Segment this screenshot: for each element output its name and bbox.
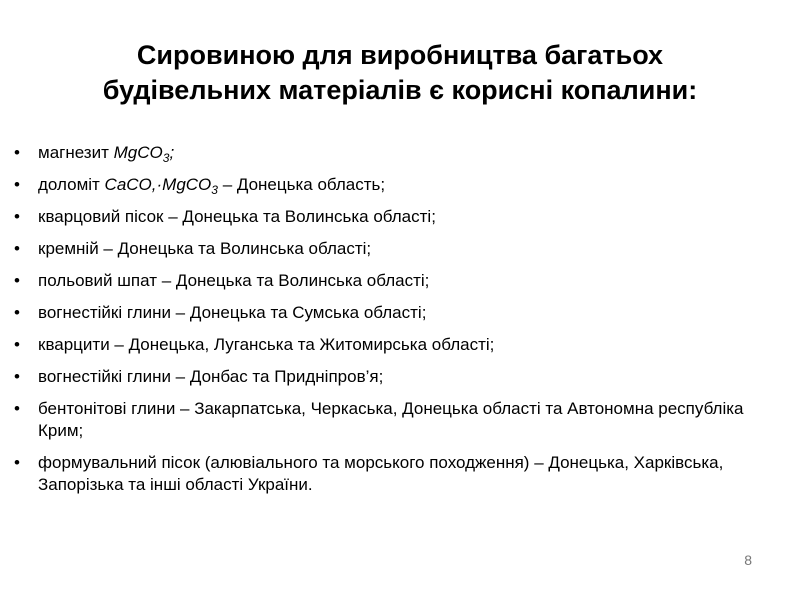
- bullet-text-segment: доломіт: [38, 175, 105, 194]
- bullet-text-segment: – Донецька область;: [217, 175, 386, 194]
- bullet-text-segment: MgCO: [113, 143, 163, 162]
- list-item: [14, 238, 754, 260]
- bullet-text-segment: вогнестійкі глини – Донецька та Сумська області;: [38, 303, 427, 322]
- bullet-text-segment: бентонітові глини – Закарпатська, Черкаська, Донецька області та Автономна республіка Крим;: [38, 399, 744, 440]
- bullet-dot-icon: •: [14, 367, 20, 386]
- bullet-text-segment: 3: [211, 183, 218, 197]
- bullet-dot-icon: •: [14, 239, 20, 258]
- title-line-1: Сировиною для виробництва багатьох: [136, 40, 664, 70]
- list-item: [14, 334, 754, 356]
- list-item: [14, 398, 754, 442]
- slide-title: [40, 38, 760, 108]
- bullet-dot-icon: •: [14, 399, 20, 418]
- bullet-dot-icon: •: [14, 453, 20, 472]
- bullet-text-segment: кремній – Донецька та Волинська області;: [38, 239, 372, 258]
- bullet-text-segment: кварцовий пісок – Донецька та Волинська області;: [38, 207, 436, 226]
- list-item: [14, 174, 754, 196]
- list-item: [14, 452, 754, 496]
- bullet-dot-icon: •: [14, 207, 20, 226]
- bullet-text-segment: кварцити – Донецька, Луганська та Житомирська області;: [38, 335, 495, 354]
- list-item: [14, 366, 754, 388]
- bullet-text-segment: 3: [162, 151, 170, 165]
- bullet-text-segment: магнезит: [38, 143, 114, 162]
- bullet-dot-icon: •: [14, 143, 20, 162]
- bullet-text-segment: ;: [169, 143, 175, 162]
- page-number: 8: [744, 552, 752, 568]
- title-line-2: будівельних матеріалів є корисні копалини:: [102, 75, 698, 105]
- bullet-list: [14, 142, 754, 506]
- list-item: [14, 206, 754, 228]
- bullet-text-segment: польовий шпат – Донецька та Волинська області;: [38, 271, 430, 290]
- bullet-dot-icon: •: [14, 175, 20, 194]
- bullet-text-segment: вогнестійкі глини – Донбас та Придніпров’я;: [38, 367, 384, 386]
- bullet-text-segment: CaCO,·MgCO: [104, 175, 212, 194]
- bullet-text-segment: формувальний пісок (алювіального та морського походження) – Донецька, Харківська, Запорізька та інші області України.: [38, 453, 724, 494]
- list-item: [14, 302, 754, 324]
- list-item: [14, 142, 754, 164]
- bullet-dot-icon: •: [14, 271, 20, 290]
- bullet-dot-icon: •: [14, 303, 20, 322]
- list-item: [14, 270, 754, 292]
- bullet-dot-icon: •: [14, 335, 20, 354]
